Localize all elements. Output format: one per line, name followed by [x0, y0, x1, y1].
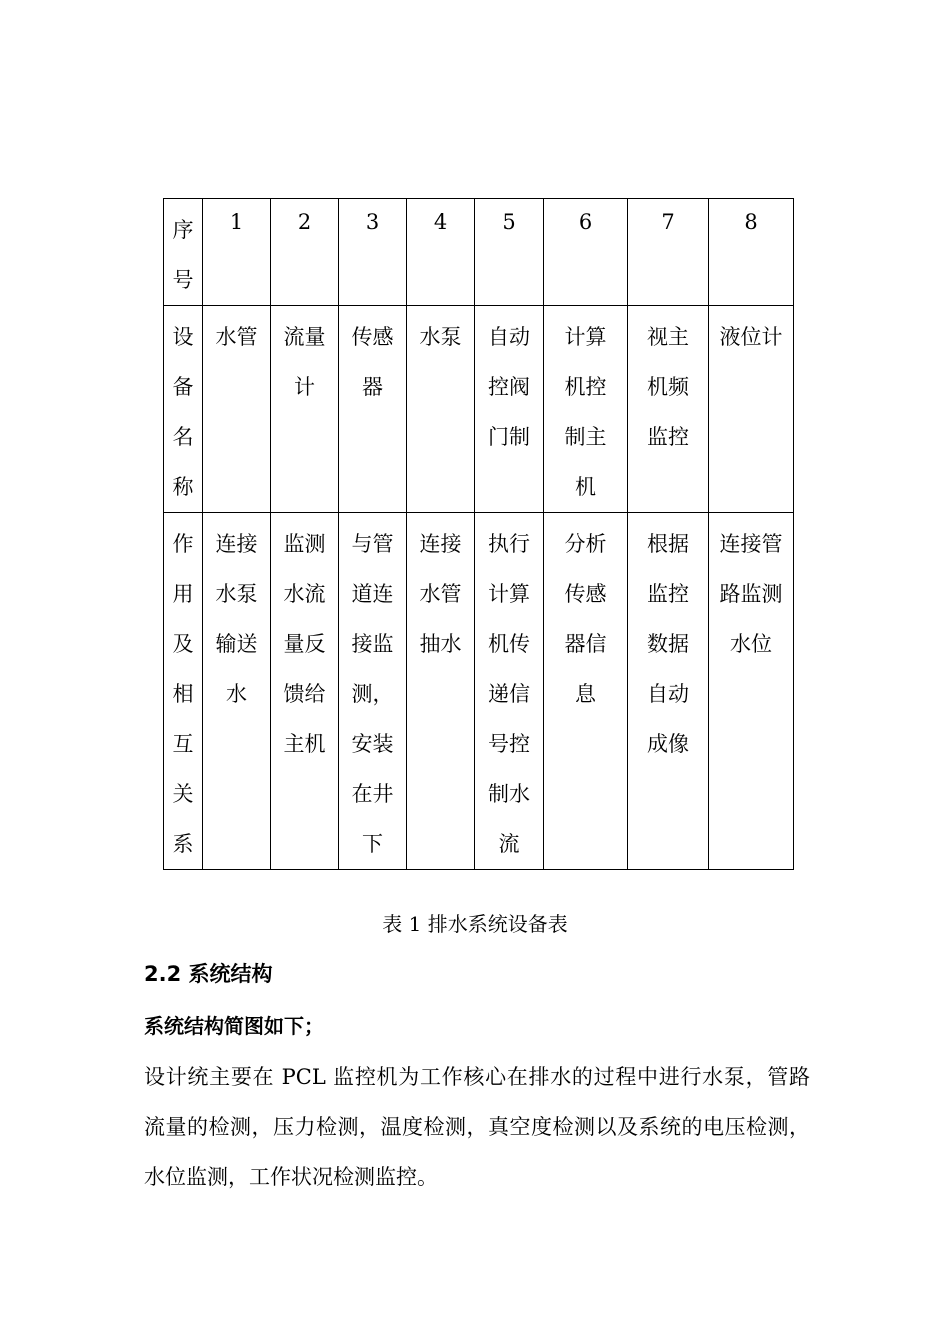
number-cell: 4 [407, 199, 475, 306]
table-row-role [164, 513, 794, 870]
row-label-cell: 作用及相互关系 [164, 513, 203, 870]
role-cell: 执行计算机传递信号控制水流 [475, 513, 544, 870]
device-name-cell: 水泵 [407, 306, 475, 513]
role-cell: 分析传感器信息 [544, 513, 628, 870]
table-row-device-name [164, 306, 794, 513]
role-cell: 连接管路监测水位 [709, 513, 794, 870]
number-cell: 6 [544, 199, 628, 306]
number-cell: 2 [271, 199, 339, 306]
device-name-cell: 视主机频监控 [628, 306, 709, 513]
equipment-table [163, 198, 794, 870]
number-cell: 8 [709, 199, 794, 306]
device-name-cell: 计算机控制主机 [544, 306, 628, 513]
role-cell: 根据监控数据自动成像 [628, 513, 709, 870]
number-cell: 5 [475, 199, 544, 306]
role-cell: 与管道连接监测，安装在井下 [339, 513, 407, 870]
device-name-cell: 液位计 [709, 306, 794, 513]
section-heading: 2.2 系统结构 [144, 962, 273, 986]
subheading: 系统结构简图如下； [144, 1014, 324, 1038]
device-name-cell: 水管 [203, 306, 271, 513]
table-caption: 表 1 排水系统设备表 [382, 912, 568, 936]
number-cell: 7 [628, 199, 709, 306]
device-name-cell: 自动控阀门制 [475, 306, 544, 513]
body-paragraph: 设计统主要在 PCL 监控机为工作核心在排水的过程中进行水泵，管路流量的检测，压力检测，温度检测，真空度检测以及系统的电压检测，水位监测，工作状况检测监控。 [144, 1065, 810, 1189]
device-name-cell: 流量计 [271, 306, 339, 513]
device-name-cell: 传感器 [339, 306, 407, 513]
row-label-cell: 设备名称 [164, 306, 203, 513]
number-cell: 3 [339, 199, 407, 306]
header-label-cell: 序号 [164, 199, 203, 306]
role-cell: 连接水泵输送水 [203, 513, 271, 870]
role-cell: 监测水流量反馈给主机 [271, 513, 339, 870]
table-row-number [164, 199, 794, 306]
number-cell: 1 [203, 199, 271, 306]
role-cell: 连接水管抽水 [407, 513, 475, 870]
